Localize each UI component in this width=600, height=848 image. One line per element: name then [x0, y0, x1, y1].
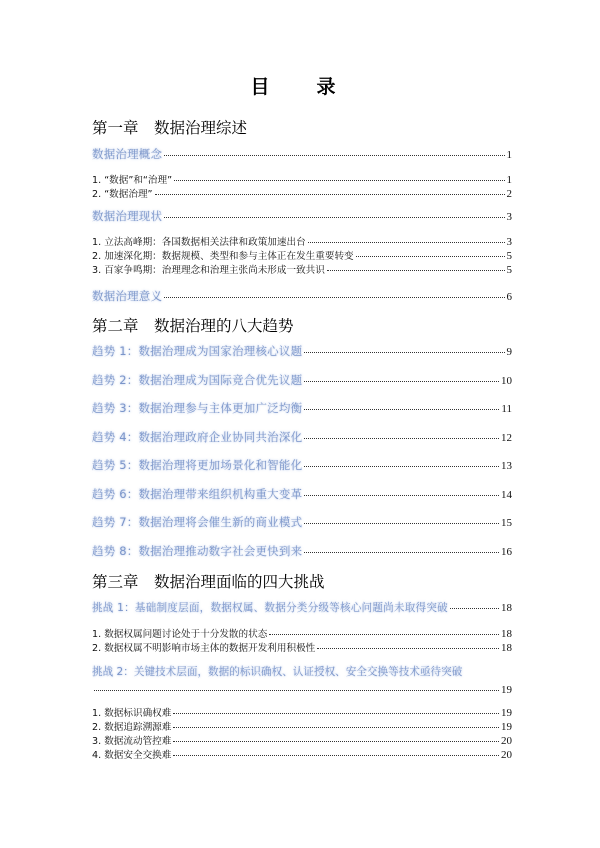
- toc-entry-label: 1. “数据”和“治理”: [92, 175, 173, 186]
- toc-entry-subsection[interactable]: [92, 248, 512, 262]
- toc-entry-label: 趋势 5：数据治理将更加场景化和智能化: [92, 458, 303, 472]
- toc-entry-label: 趋势 8：数据治理推动数字社会更快到来: [92, 544, 303, 558]
- toc-entry-subsection[interactable]: [92, 234, 512, 248]
- toc-entry-page: 20: [501, 749, 512, 761]
- dot-leader: [356, 256, 505, 257]
- dot-leader: [304, 381, 499, 382]
- toc-entry-challenge[interactable]: [92, 600, 512, 615]
- dot-leader: [269, 634, 499, 635]
- toc-entry-page: 16: [501, 546, 512, 558]
- toc-entry-page: 5: [506, 264, 512, 276]
- dot-leader: [164, 155, 504, 156]
- toc-entry-subsection[interactable]: [92, 747, 512, 761]
- toc-entry-label: 1. 数据标识确权难: [92, 708, 172, 719]
- toc-entry-page: 9: [506, 346, 512, 358]
- toc-entry-trend[interactable]: [92, 400, 512, 416]
- dot-leader: [173, 741, 499, 742]
- dot-leader: [304, 466, 499, 467]
- toc-entry-label: 2. 数据追踪溯源难: [92, 722, 172, 733]
- toc-entry-page: 18: [501, 628, 512, 640]
- toc-entry-page: 10: [501, 375, 512, 387]
- dot-leader: [304, 552, 499, 553]
- chapter-1-heading: 第一章 数据治理综述: [92, 119, 248, 137]
- toc-entry-subsection[interactable]: [92, 640, 512, 654]
- dot-leader: [304, 352, 504, 353]
- toc-entry-trend[interactable]: [92, 543, 512, 559]
- toc-entry-label: 趋势 2：数据治理成为国际竞合优先议题: [92, 373, 303, 387]
- toc-entry-subsection[interactable]: [92, 705, 512, 719]
- chapter-3-heading: 第三章 数据治理面临的四大挑战: [92, 573, 325, 591]
- toc-entry-label: 3. 数据流动管控难: [92, 736, 172, 747]
- toc-entry-page: 18: [501, 602, 512, 614]
- toc-entry-label: 1. 立法高峰期：各国数据相关法律和政策加速出台: [92, 237, 306, 248]
- toc-entry-page: 5: [506, 250, 512, 262]
- toc-entry-subsection[interactable]: [92, 262, 512, 276]
- toc-entry-trend[interactable]: [92, 372, 512, 388]
- dot-leader: [173, 755, 499, 756]
- dot-leader: [174, 180, 504, 181]
- toc-entry-subsection[interactable]: [92, 626, 512, 640]
- dot-leader: [327, 270, 505, 271]
- toc-entry-subsection[interactable]: [92, 719, 512, 733]
- toc-entry-label: 趋势 4：数据治理政府企业协同共治深化: [92, 430, 303, 444]
- toc-entry-section[interactable]: [92, 288, 512, 304]
- dot-leader: [308, 242, 505, 243]
- dot-leader: [173, 713, 499, 714]
- toc-entry-label: 趋势 3：数据治理参与主体更加广泛均衡: [92, 401, 303, 415]
- toc-entry-page: 3: [506, 211, 512, 223]
- toc-entry-page: 20: [501, 735, 512, 747]
- dot-leader: [155, 194, 505, 195]
- toc-entry-challenge-label[interactable]: 挑战 2：关键技术层面，数据的标识确权、认证授权、安全交换等技术亟待突破: [92, 666, 463, 678]
- dot-leader: [304, 409, 499, 410]
- toc-entry-label: 趋势 6：数据治理带来组织机构重大变革: [92, 487, 303, 501]
- toc-entry-label: 4. 数据安全交换难: [92, 750, 172, 761]
- toc-entry-label: 数据治理意义: [92, 289, 163, 303]
- toc-entry-page: 15: [501, 517, 512, 529]
- toc-entry-trend[interactable]: [92, 429, 512, 445]
- toc-entry-page: 1: [506, 149, 512, 161]
- toc-entry-challenge-leader[interactable]: [92, 684, 512, 696]
- toc-entry-label: 3. 百家争鸣期：治理理念和治理主张尚未形成一致共识: [92, 265, 325, 276]
- toc-entry-label: 数据治理现状: [92, 209, 163, 223]
- dot-leader: [304, 495, 499, 496]
- toc-entry-subsection[interactable]: [92, 733, 512, 747]
- toc-entry-label: 2. 数据权属不明影响市场主体的数据开发利用积极性: [92, 643, 316, 654]
- dot-leader: [317, 648, 499, 649]
- chapter-2-heading: 第二章 数据治理的八大趋势: [92, 317, 294, 335]
- toc-entry-page: 6: [506, 291, 512, 303]
- toc-entry-label: 挑战 1：基础制度层面，数据权属、数据分类分级等核心问题尚未取得突破: [92, 602, 448, 614]
- toc-entry-page: 2: [506, 188, 512, 200]
- dot-leader: [450, 608, 499, 609]
- toc-entry-page: 3: [506, 236, 512, 248]
- dot-leader: [173, 727, 499, 728]
- toc-entry-subsection[interactable]: [92, 172, 512, 186]
- toc-entry-label: 数据治理概念: [92, 147, 163, 161]
- toc-entry-label: 2. “数据治理”: [92, 189, 153, 200]
- toc-title: 目 录: [250, 76, 350, 98]
- toc-entry-subsection[interactable]: [92, 186, 512, 200]
- dot-leader: [94, 690, 499, 691]
- toc-entry-page: 13: [501, 460, 512, 472]
- toc-entry-page: 12: [501, 432, 512, 444]
- dot-leader: [164, 217, 504, 218]
- toc-entry-label: 趋势 1：数据治理成为国家治理核心议题: [92, 344, 303, 358]
- toc-entry-label: 1. 数据权属问题讨论处于十分发散的状态: [92, 629, 268, 640]
- toc-entry-page: 18: [501, 642, 512, 654]
- toc-entry-page: 19: [501, 721, 512, 733]
- toc-entry-page: 1: [506, 174, 512, 186]
- toc-entry-label: 2. 加速深化期：数据规模、类型和参与主体正在发生重要转变: [92, 251, 354, 262]
- dot-leader: [304, 438, 499, 439]
- toc-entry-label: 趋势 7：数据治理将会催生新的商业模式: [92, 515, 303, 529]
- toc-entry-page: 19: [501, 684, 512, 696]
- toc-entry-section[interactable]: [92, 146, 512, 162]
- toc-entry-page: 11: [501, 403, 512, 415]
- toc-entry-section[interactable]: [92, 208, 512, 224]
- toc-entry-page: 14: [501, 489, 512, 501]
- toc-entry-trend[interactable]: [92, 457, 512, 473]
- toc-entry-trend[interactable]: [92, 486, 512, 502]
- dot-leader: [164, 297, 504, 298]
- toc-entry-page: 19: [501, 707, 512, 719]
- dot-leader: [304, 523, 499, 524]
- toc-entry-trend[interactable]: [92, 343, 512, 359]
- toc-entry-trend[interactable]: [92, 514, 512, 530]
